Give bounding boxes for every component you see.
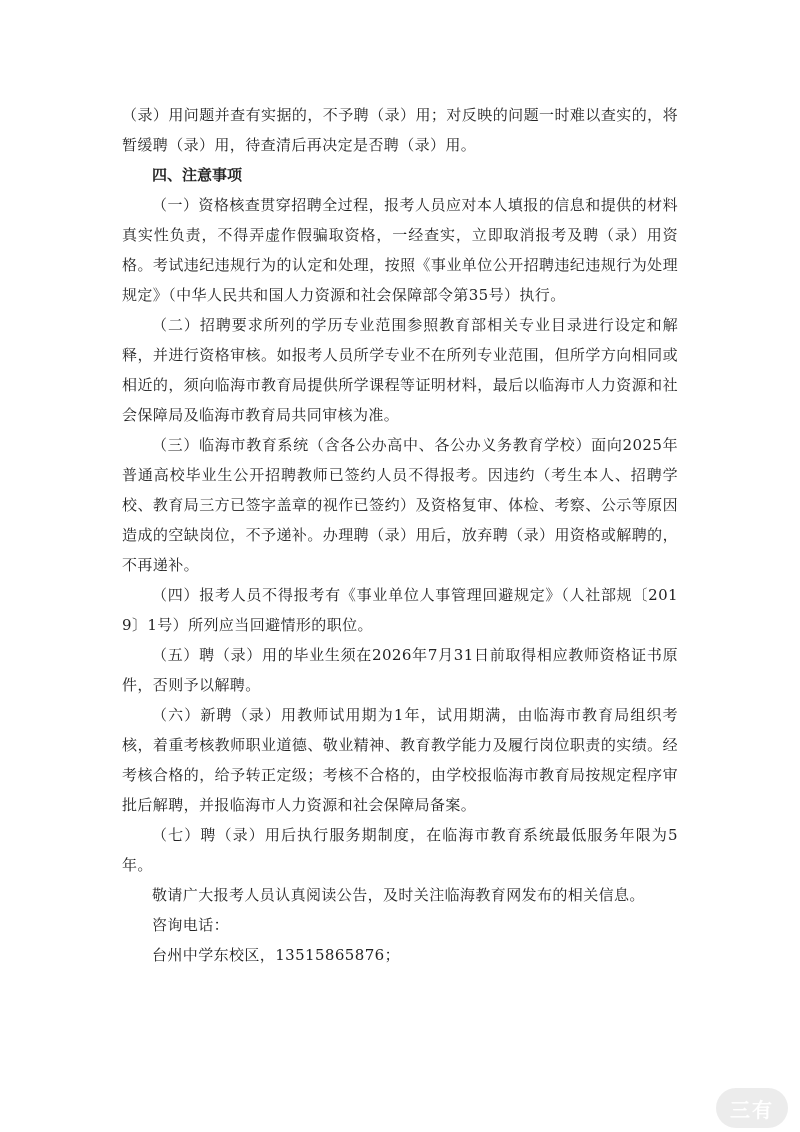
contact-line: 台州中学东校区，13515865876； bbox=[152, 946, 400, 964]
continuation-paragraph: （录）用问题并查有实据的，不予聘（录）用；对反映的问题一时难以查实的，将暂缓聘（录）用，待查清后再决定是否聘（录）用。 bbox=[122, 106, 678, 154]
notice-item-7: （七）聘（录）用后执行服务期制度，在临海市教育系统最低服务年限为5年。 bbox=[122, 826, 678, 874]
watermark-badge: 三有 bbox=[716, 1088, 788, 1128]
notice-item-1: （一）资格核查贯穿招聘全过程，报考人员应对本人填报的信息和提供的材料真实性负责，不得弄虚作假骗取资格，一经查实，立即取消报考及聘（录）用资格。考试违纪违规行为的认定和处理，按照《事业单位公开招聘违纪违规行为处理规定》（中华人民共和国人力资源和社会保障部令第35号）执行。 bbox=[122, 196, 678, 304]
notice-item-2: （二）招聘要求所列的学历专业范围参照教育部相关专业目录进行设定和解释，并进行资格审核。如报考人员所学专业不在所列专业范围，但所学方向相同或相近的，须向临海市教育局提供所学课程等证明材料，最后以临海市人力资源和社会保障局及临海市教育局共同审核为准。 bbox=[122, 316, 678, 424]
notice-item-5: （五）聘（录）用的毕业生须在2026年7月31日前取得相应教师资格证书原件，否则予以解聘。 bbox=[122, 646, 678, 694]
notice-item-3: （三）临海市教育系统（含各公办高中、各公办义务教育学校）面向2025年普通高校毕业生公开招聘教师已签约人员不得报考。因违约（考生本人、招聘学校、教育局三方已签字盖章的视作已签约）及资格复审、体检、考察、公示等原因造成的空缺岗位，不予递补。办理聘（录）用后，放弃聘（录）用资格或解聘的，不再递补。 bbox=[122, 436, 678, 574]
document-body bbox=[122, 100, 678, 970]
notice-item-4: （四）报考人员不得报考有《事业单位人事管理回避规定》（人社部规〔2019〕1号）所列应当回避情形的职位。 bbox=[122, 586, 678, 634]
contact-label: 咨询电话： bbox=[152, 916, 230, 934]
notice-item-6: （六）新聘（录）用教师试用期为1年，试用期满，由临海市教育局组织考核，着重考核教师职业道德、敬业精神、教育教学能力及履行岗位职责的实绩。经考核合格的，给予转正定级；考核不合格的，由学校报临海市教育局按规定程序审批后解聘，并报临海市人力资源和社会保障局备案。 bbox=[122, 706, 678, 814]
section-heading: 四、注意事项 bbox=[152, 166, 243, 184]
closing-paragraph: 敬请广大报考人员认真阅读公告，及时关注临海教育网发布的相关信息。 bbox=[152, 886, 645, 904]
